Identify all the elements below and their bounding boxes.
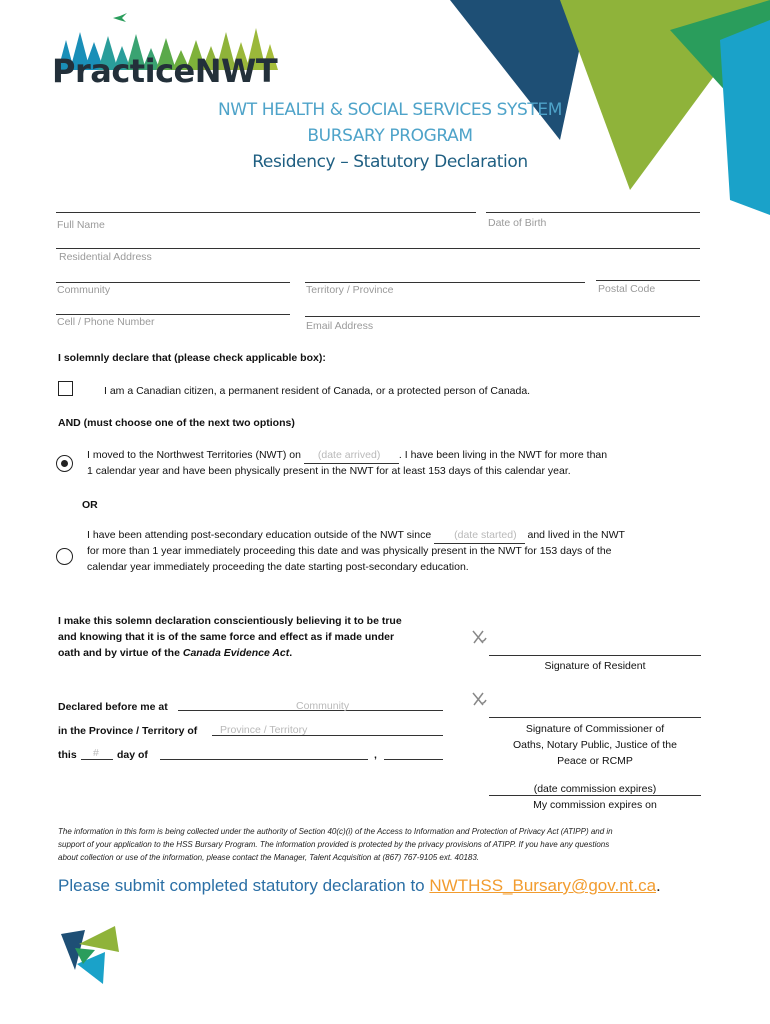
and-heading: AND (must choose one of the next two options) xyxy=(58,417,295,429)
this-label: this xyxy=(58,749,77,761)
date-arrived-placeholder: (date arrived) xyxy=(317,449,381,461)
residential-address-line[interactable] xyxy=(56,248,700,249)
signature-x-icon xyxy=(470,628,488,646)
citizen-option-text: I am a Canadian citizen, a permanent resident of Canada, or a protected person of Canada. xyxy=(104,385,531,397)
privacy-notice-line-3: about collection or use of the information, please contact the Manager, Talent Acquisition at (867) 767-9105 ext. 40183. xyxy=(58,853,480,862)
option-2-text xyxy=(87,527,707,544)
date-started-placeholder: (date started) xyxy=(454,529,517,541)
date-arrived-field[interactable] xyxy=(304,447,399,464)
submit-text: Please submit completed statutory declaration to xyxy=(58,876,425,895)
option-2-text-b: and lived in the NWT xyxy=(527,529,625,541)
solemn-line-3 xyxy=(58,645,292,661)
title-line-2: BURSARY PROGRAM xyxy=(307,126,473,146)
cell-phone-line[interactable] xyxy=(56,314,290,315)
radio-selected-dot xyxy=(61,460,68,467)
submit-email-link[interactable]: NWTHSS_Bursary@gov.nt.ca xyxy=(429,876,657,895)
option-1-line-2: 1 calendar year and have been physically present in the NWT for at least 153 days of this calendar year. xyxy=(87,465,571,477)
option-1-radio[interactable] xyxy=(56,455,73,472)
submit-instruction xyxy=(58,876,661,896)
postal-code-label: Postal Code xyxy=(598,283,656,295)
option-1-text xyxy=(87,447,707,464)
citizen-checkbox[interactable] xyxy=(58,381,73,396)
option-2-radio[interactable] xyxy=(56,548,73,565)
commissioner-signature-line[interactable] xyxy=(489,717,701,718)
full-name-line[interactable] xyxy=(56,212,476,213)
privacy-notice-line-1: The information in this form is being collected under the authority of Section 40(c)(i) of the Access to Information and Protection of Privacy Act (ATIPP) and in xyxy=(58,827,613,836)
day-number-line[interactable] xyxy=(81,759,113,760)
option-2-line-3: calendar year immediately proceeding the date starting post-secondary education. xyxy=(87,561,469,573)
declare-intro: I solemnly declare that (please check applicable box): xyxy=(58,352,326,364)
day-number-placeholder: # xyxy=(93,747,99,759)
option-1-text-a: I moved to the Northwest Territories (NWT) on xyxy=(87,449,301,461)
residential-address-label: Residential Address xyxy=(59,251,152,263)
year-line[interactable] xyxy=(384,759,443,760)
canada-evidence-act: Canada Evidence Act xyxy=(182,647,290,659)
community-label: Community xyxy=(57,284,111,296)
option-2-line-2: for more than 1 year immediately proceeding this date and was physically present in the NWT for 153 days of the xyxy=(87,545,612,557)
privacy-notice-line-2: support of your application to the HSS Bursary Program. The information provided is protected by the privacy provisions of ATIPP. If you have any questions xyxy=(58,840,610,849)
date-of-birth-label: Date of Birth xyxy=(488,217,547,229)
day-of-label: day of xyxy=(117,749,148,761)
month-line[interactable] xyxy=(160,759,368,760)
comma-label: , xyxy=(374,749,377,761)
solemn-line-3-b: . xyxy=(289,647,293,659)
territory-province-line[interactable] xyxy=(305,282,585,283)
resident-signature-caption: Signature of Resident xyxy=(544,660,646,672)
date-of-birth-line[interactable] xyxy=(486,212,700,213)
cell-phone-label: Cell / Phone Number xyxy=(57,316,155,328)
territory-province-label: Territory / Province xyxy=(306,284,394,296)
community-line[interactable] xyxy=(56,282,290,283)
logo-text: PracticeNWT xyxy=(52,52,278,90)
solemn-line-1: I make this solemn declaration conscientiously believing it to be true xyxy=(58,615,402,627)
option-1-text-b: . I have been living in the NWT for more than xyxy=(398,449,608,461)
in-province-label: in the Province / Territory of xyxy=(58,725,198,737)
full-name-label: Full Name xyxy=(57,219,105,231)
commission-expires-line[interactable] xyxy=(489,795,701,796)
submit-end: . xyxy=(656,876,661,895)
postal-code-line[interactable] xyxy=(596,280,700,281)
email-line[interactable] xyxy=(305,316,700,317)
title-line-3: Residency – Statutory Declaration xyxy=(252,152,528,172)
signature-x-icon xyxy=(470,690,488,708)
commissioner-caption-1: Signature of Commissioner of xyxy=(525,723,665,735)
resident-signature-line[interactable] xyxy=(489,655,701,656)
hummingbird-icon xyxy=(112,12,128,24)
date-started-field[interactable] xyxy=(434,527,524,544)
commissioner-caption-3: Peace or RCMP xyxy=(557,755,633,767)
community-declared-placeholder: Community xyxy=(296,700,350,712)
commission-expires-caption: My commission expires on xyxy=(533,799,657,811)
declared-before-label: Declared before me at xyxy=(58,701,168,713)
or-label: OR xyxy=(82,499,98,511)
solemn-line-3-a: oath and by virtue of the xyxy=(58,647,180,659)
email-label: Email Address xyxy=(306,320,374,332)
option-2-text-a: I have been attending post-secondary education outside of the NWT since xyxy=(87,529,432,541)
brand-mark-icon xyxy=(55,924,121,986)
commissioner-caption-2: Oaths, Notary Public, Justice of the xyxy=(513,739,677,751)
commission-date-placeholder: (date commission expires) xyxy=(533,783,657,795)
province-declared-placeholder: Province / Territory xyxy=(220,724,308,736)
solemn-line-2: and knowing that it is of the same force and effect as if made under xyxy=(58,631,395,643)
title-line-1: NWT HEALTH & SOCIAL SERVICES SYSTEM xyxy=(217,100,562,120)
practice-nwt-logo xyxy=(52,12,287,92)
